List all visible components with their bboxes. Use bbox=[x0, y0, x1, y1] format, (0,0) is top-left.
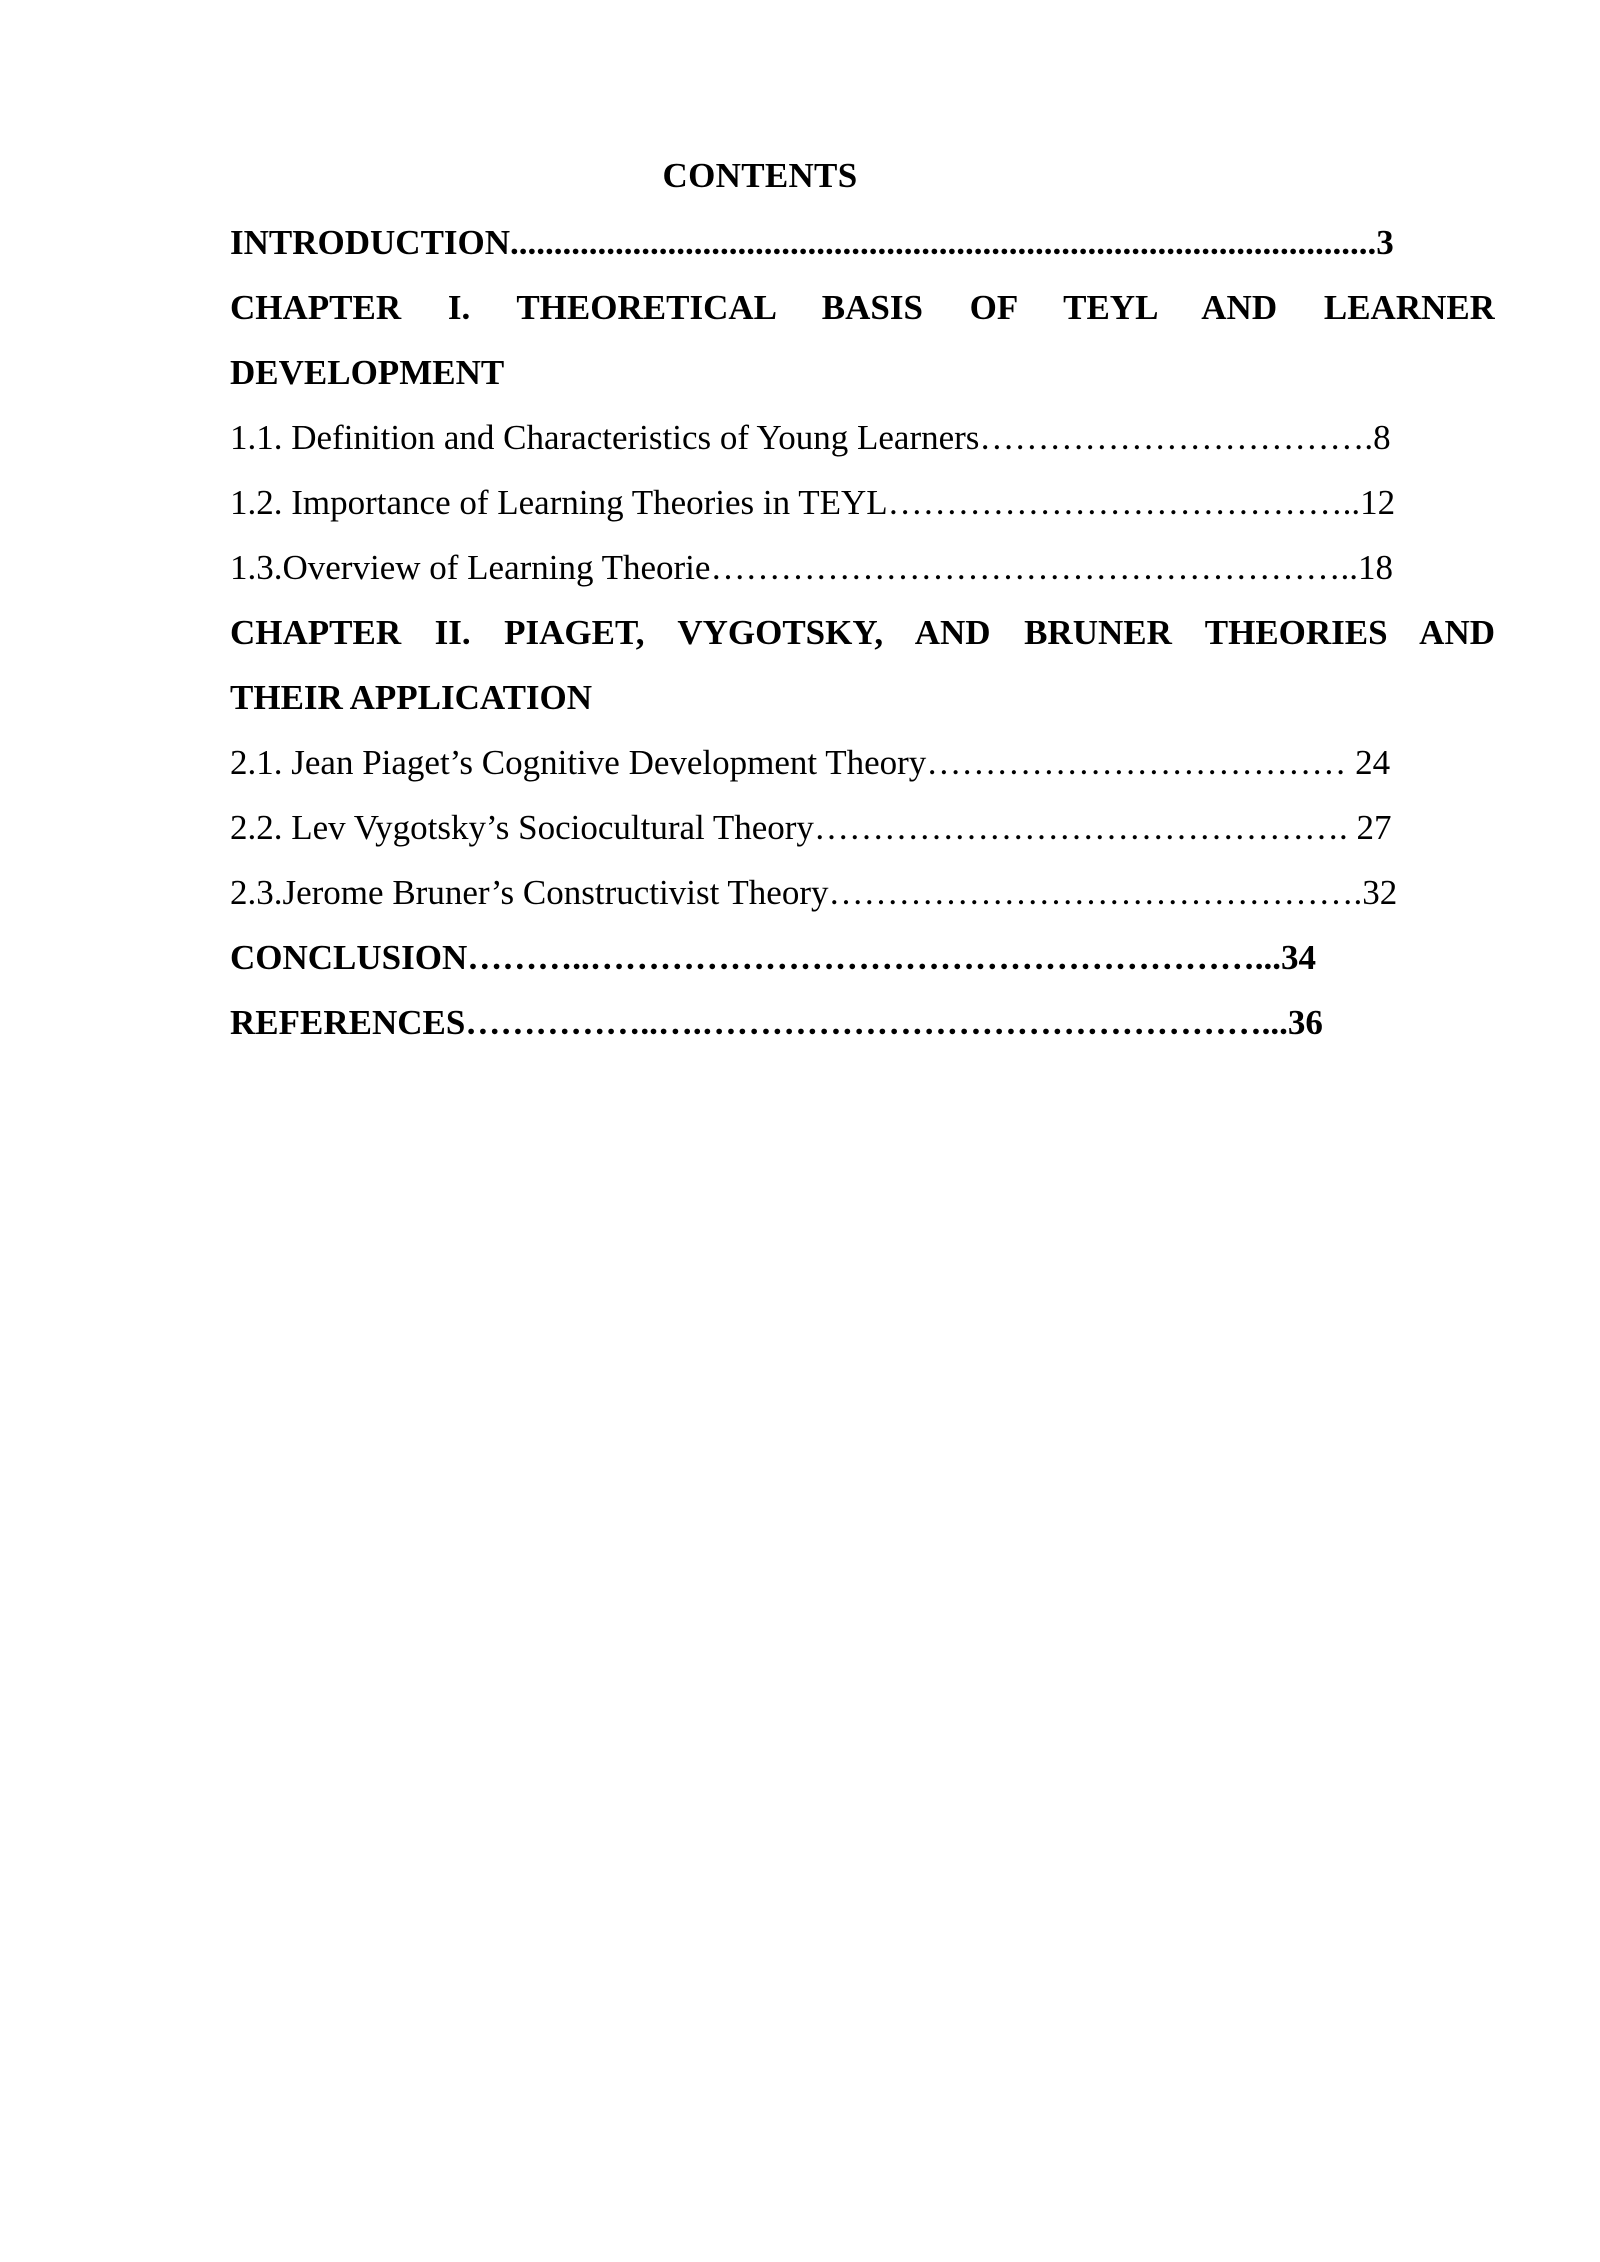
toc-page-number: 27 bbox=[1356, 808, 1392, 847]
toc-page-number: 34 bbox=[1281, 938, 1317, 977]
toc-page-number: 18 bbox=[1357, 548, 1393, 587]
toc-leader-dots: ……………………………………………….. bbox=[710, 548, 1358, 587]
toc-page-number: 8 bbox=[1373, 418, 1391, 457]
toc-chapter-2-heading[interactable]: CHAPTER II. PIAGET, VYGOTSKY, AND BRUNER THEORIES AND bbox=[230, 613, 1495, 652]
toc-entry-1-1[interactable] bbox=[230, 405, 1495, 470]
toc-leader-dots: ……………..….…………………………………………... bbox=[465, 1003, 1288, 1042]
toc-page-number: 36 bbox=[1287, 1003, 1323, 1042]
toc-entry-2-3[interactable] bbox=[230, 860, 1495, 925]
toc-entry-2-2[interactable] bbox=[230, 795, 1495, 860]
table-of-contents bbox=[230, 210, 1495, 1055]
toc-entry-label: 1.1. Definition and Characteristics of Young Learners bbox=[230, 418, 980, 457]
toc-leader-dots: ……………………………… bbox=[926, 743, 1356, 782]
toc-entry-label: 1.3.Overview of Learning Theorie bbox=[230, 548, 711, 587]
toc-leader-dots: ................................................................................................ bbox=[536, 223, 1377, 262]
toc-chapter-2-heading-cont: THEIR APPLICATION bbox=[230, 678, 593, 717]
toc-page-number: 12 bbox=[1360, 483, 1396, 522]
toc-leader-dots: ………………………………………. bbox=[828, 873, 1363, 912]
toc-entry-label: 2.3.Jerome Bruner’s Constructivist Theory bbox=[230, 873, 829, 912]
toc-chapter-1-heading-cont: DEVELOPMENT bbox=[230, 353, 505, 392]
toc-leader-dots: ………………………………….. bbox=[887, 483, 1361, 522]
toc-entry-label: 1.2. Importance of Learning Theories in TEYL bbox=[230, 483, 888, 522]
toc-entry-conclusion[interactable] bbox=[230, 925, 1495, 990]
toc-leader-dots: ……………………………. bbox=[979, 418, 1374, 457]
toc-entry-1-2[interactable] bbox=[230, 470, 1495, 535]
toc-entry-label: CONCLUSION bbox=[230, 938, 468, 977]
toc-entry-1-3[interactable] bbox=[230, 535, 1495, 600]
toc-page-number: 24 bbox=[1355, 743, 1391, 782]
toc-entry-label: 2.2. Lev Vygotsky’s Sociocultural Theory bbox=[230, 808, 814, 847]
toc-entry-label: REFERENCES bbox=[230, 1003, 466, 1042]
toc-entry-references[interactable] bbox=[230, 990, 1495, 1055]
toc-chapter-1-heading[interactable]: CHAPTER I. THEORETICAL BASIS OF TEYL AND LEARNER bbox=[230, 288, 1495, 327]
toc-leader-dots: ………..…………………………………………………... bbox=[467, 938, 1282, 977]
toc-entry-2-1[interactable] bbox=[230, 730, 1495, 795]
toc-leader-dots: ………………………………………. bbox=[813, 808, 1357, 847]
toc-page-number: 32 bbox=[1362, 873, 1398, 912]
page-title: CONTENTS bbox=[662, 156, 858, 195]
toc-entry-label: INTRODUCTION... bbox=[230, 223, 537, 262]
toc-page-number: 3 bbox=[1376, 223, 1394, 262]
toc-entry-introduction[interactable] bbox=[230, 210, 1495, 275]
toc-entry-label: 2.1. Jean Piaget’s Cognitive Development Theory bbox=[230, 743, 927, 782]
